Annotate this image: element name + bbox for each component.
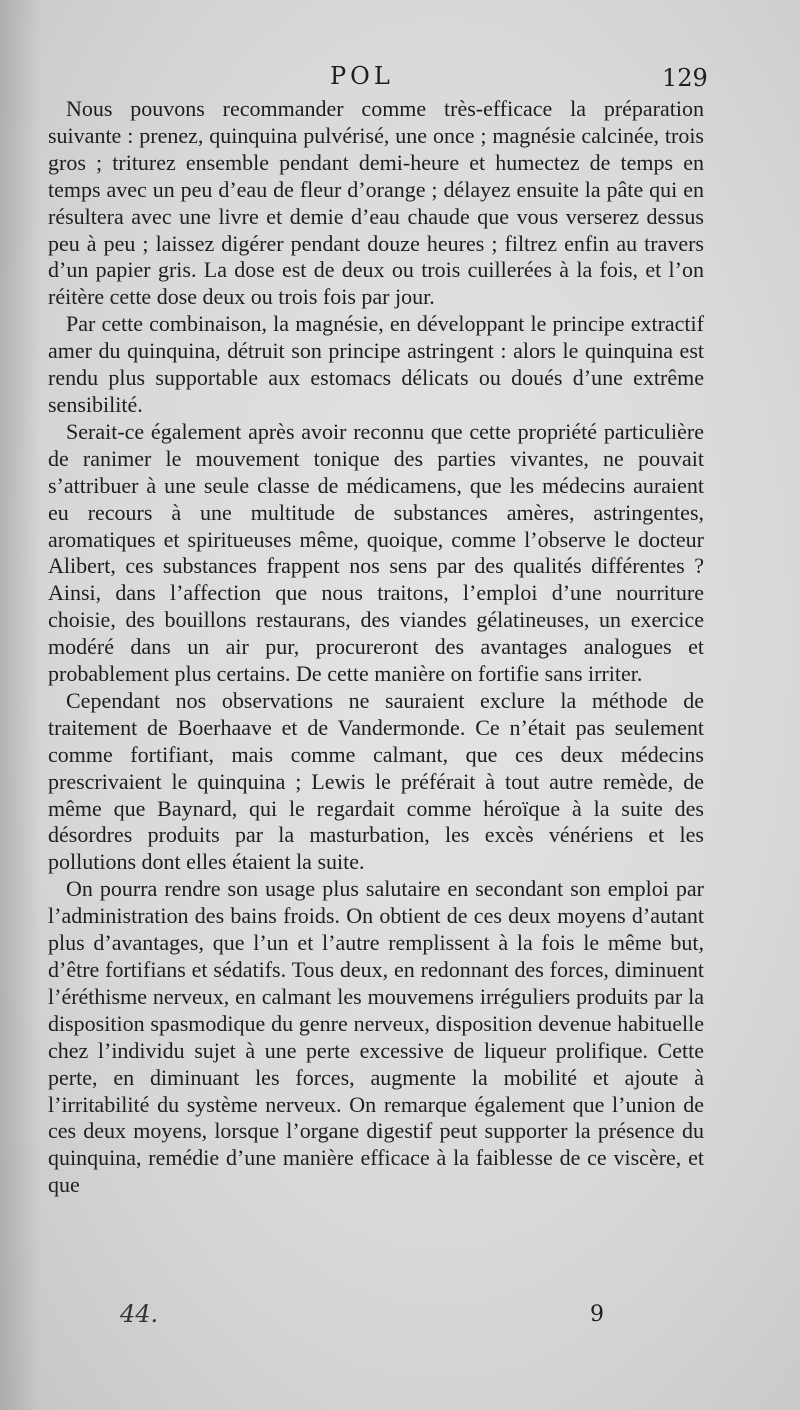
paragraph-preparation: Nous pouvons recommander comme très-efficace la préparation suivante : prenez, quinquina pulvérisé, une once ; magnésie calcinée, trois gros ; triturez ensemble pendant demi-heure et humectez de temps en temps avec un peu d’eau de fleur d’orange ; délayez ensuite la pâte qui en résultera avec une livre et demie d’eau chaude que vous verserez dessus peu à peu ; laissez digérer pendant douze heures ; filtrez enfin au travers d’un papier gris. La dose est de deux ou trois cuillerées à la fois, et l’on réitère cette dose deux ou trois fois par jour. <box>48 96 704 310</box>
running-title: POL <box>330 62 394 90</box>
volume-mark: 44. <box>120 1300 159 1328</box>
paragraph-tonic-property: Serait-ce également après avoir reconnu que cette propriété particulière de ranimer le mouvement tonique des parties vivantes, ne pouvait s’attribuer à une seule classe de médicamens, que les médecins auraient eu recours à une multitude de substances amères, astringentes, aromatiques et spiritueuses même, quoique, comme l’observe le docteur Alibert, ces substances frappent nos sens par des qualités différentes ? Ainsi, dans l’affection que nous traitons, l’emploi d’une nourriture choisie, des bouillons restaurans, des viandes gélatineuses, un exercice modéré dans un air pur, procureront des avantages analogues et probablement plus certains. De cette manière on fortifie sans irriter. <box>48 418 704 687</box>
paragraph-combination: Par cette combinaison, la magnésie, en développant le principe extractif amer du quinquina, détruit son principe astringent : alors le quinquina est rendu plus supportable aux estomacs délicats ou doués d’une extrême sensibilité. <box>48 311 704 417</box>
page-number: 129 <box>662 64 708 92</box>
body-text <box>48 96 704 1199</box>
paragraph-boerhaave-method: Cependant nos observations ne sauraient exclure la méthode de traitement de Boerhaave et de Vandermonde. Ce n’était pas seulement comme fortifiant, mais comme calmant, que ces deux médecins prescrivaient le quinquina ; Lewis le préférait à tout autre remède, de même que Baynard, qui le regardait comme héroïque à la suite des désordres produits par la masturbation, les excès vénériens et les pollutions dont elles étaient la suite. <box>48 687 704 875</box>
running-header <box>0 58 800 98</box>
page-gutter-shadow <box>0 0 40 1410</box>
paragraph-cold-baths: On pourra rendre son usage plus salutaire en secondant son emploi par l’administration des bains froids. On obtient de ces deux moyens d’autant plus d’avantages, que l’un et l’autre remplissent à la fois le même but, d’être fortifians et sédatifs. Tous deux, en redonnant des forces, diminuent l’éréthisme nerveux, en calmant les mouvemens irréguliers produits par la disposition spasmodique du genre nerveux, disposition devenue habituelle chez l’individu sujet à une perte excessive de liqueur prolifique. Cette perte, en diminuant les forces, augmente la mobilité et ajoute à l’irritabilité du système nerveux. On remarque également que l’union de ces deux moyens, lorsque l’organe digestif peut supporter la présence du quinquina, remédie d’une manière efficace à la faiblesse de ce viscère, et que <box>48 876 704 1198</box>
signature-mark: 9 <box>590 1302 604 1327</box>
